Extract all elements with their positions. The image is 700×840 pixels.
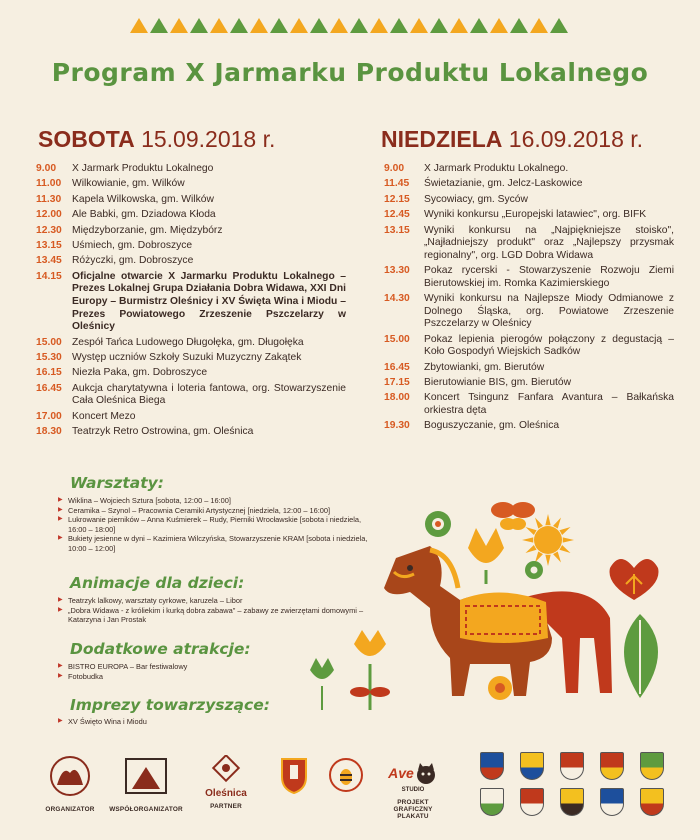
triangle-ornament xyxy=(550,18,568,33)
event-description: Teatrzyk Retro Ostrowina, gm. Oleśnica xyxy=(72,426,254,438)
side-events-title: Imprezy towarzyszące: xyxy=(70,696,270,714)
event-time: 17.00 xyxy=(36,410,62,422)
event-description: X Jarmark Produktu Lokalnego. xyxy=(424,163,569,174)
shield-crest-icon xyxy=(279,755,309,795)
municipality-crest-icon xyxy=(520,788,544,816)
schedule-row xyxy=(36,426,346,439)
triangle-ornament xyxy=(230,18,248,33)
list-item-text: Teatrzyk lalkowy, warsztaty cyrkowe, karuzela – Libor xyxy=(68,596,243,605)
list-item-text: Wiklina – Wojciech Sztura [sobota, 12:00 – 16:00] xyxy=(68,496,231,505)
tulip-icon xyxy=(468,528,504,584)
event-description: Międzyborzanie, gm. Międzybórz xyxy=(72,224,223,236)
schedule-row xyxy=(380,265,674,290)
saturday-day: SOBOTA xyxy=(38,126,135,152)
schedule-row xyxy=(36,367,346,380)
schedule-row xyxy=(380,178,674,191)
schedule-row xyxy=(380,362,674,375)
event-description: Niezła Paka, gm. Dobroszyce xyxy=(72,367,208,379)
bullet-icon: ▶ xyxy=(58,535,63,542)
organizer-label: ORGANIZATOR xyxy=(45,806,95,813)
event-time: 15.30 xyxy=(36,351,62,363)
event-description: Różyczki, gm. Dobroszyce xyxy=(72,255,194,267)
municipality-crest-icon xyxy=(640,752,664,780)
schedule-row xyxy=(380,392,674,417)
event-description: Zbytowianki, gm. Bierutów xyxy=(424,361,545,373)
green-leaf-icon xyxy=(624,614,658,698)
event-description: Boguszyczanie, gm. Oleśnica xyxy=(424,420,560,432)
triangle-ornament xyxy=(190,18,208,33)
coorganizer-logo xyxy=(106,755,186,813)
municipality-crest-icon xyxy=(640,788,664,816)
schedule-row xyxy=(380,377,674,390)
list-item-text: BISTRO EUROPA – Bar festiwalowy xyxy=(68,662,188,671)
event-description: Uśmiech, gm. Dobroszyce xyxy=(72,239,193,251)
event-description: Zespół Tańca Ludowego Długołęka, gm. Długołęka xyxy=(72,336,304,348)
event-time: 18.00 xyxy=(384,392,410,404)
sun-flower-icon xyxy=(522,514,574,566)
organizer-logo xyxy=(40,755,100,813)
event-time: 14.15 xyxy=(36,270,62,282)
municipality-crest-icon xyxy=(560,752,584,780)
schedule-row xyxy=(36,209,346,222)
bullet-icon: ▶ xyxy=(58,672,63,679)
event-time: 18.30 xyxy=(36,426,62,438)
design-studio-logo xyxy=(378,755,448,820)
sunday-heading xyxy=(381,126,643,153)
municipality-crest-icon xyxy=(560,788,584,816)
triangle-ornament xyxy=(310,18,328,33)
sunday-schedule xyxy=(380,163,674,436)
list-item-text: Ceramika – Szynol – Pracownia Ceramiki Artystycznej [niedziela, 12:00 – 16:00] xyxy=(68,505,331,515)
event-time: 11.30 xyxy=(36,193,62,205)
list-item-text: Bukiety jesienne w dyni – Kazimiera Wilczyńska, Stowarzyszenie KRAM [sobota i niedziela, 10:00 – 12:00] xyxy=(68,534,368,553)
event-description: Świetazianie, gm. Jelcz-Laskowice xyxy=(424,178,583,190)
saturday-heading xyxy=(38,126,275,153)
triangle-ornament xyxy=(490,18,508,33)
bullet-icon: ▶ xyxy=(58,606,63,613)
heart-flower-icon xyxy=(610,559,659,600)
butterfly-icon xyxy=(491,502,535,530)
event-time: 19.30 xyxy=(384,420,410,432)
bullet-icon: ▶ xyxy=(58,506,63,513)
small-tulip-icon xyxy=(310,658,334,710)
event-time: 12.00 xyxy=(36,209,62,221)
event-description: Bierutowianie BIS, gm. Bierutów xyxy=(424,377,572,389)
triangle-ornament xyxy=(430,18,448,33)
extra-title: Dodatkowe atrakcje: xyxy=(70,640,251,658)
municipality-crest-icon xyxy=(480,788,504,816)
partner-logo xyxy=(196,755,256,810)
bullet-icon: ▶ xyxy=(58,497,63,503)
small-green-flower-icon xyxy=(525,561,543,579)
triangle-ornament xyxy=(410,18,428,33)
triangle-ornament xyxy=(290,18,308,33)
page-title: Program X Jarmarku Produktu Lokalnego xyxy=(51,58,649,87)
studio-label: STUDIO xyxy=(401,787,425,793)
event-description: Koncert Mezo xyxy=(72,410,136,422)
triangle-ornament xyxy=(530,18,548,33)
schedule-row xyxy=(380,420,674,433)
schedule-row xyxy=(36,194,346,207)
event-time: 11.45 xyxy=(384,178,410,190)
event-description: Sycowiacy, gm. Syców xyxy=(424,193,528,205)
municipality-crest-icon xyxy=(520,752,544,780)
list-item-text: Fotobudka xyxy=(68,671,103,681)
event-time: 12.30 xyxy=(36,224,62,236)
schedule-row xyxy=(380,194,674,207)
green-flower-icon xyxy=(425,511,451,537)
event-description: Występ uczniów Szkoły Suzuki Muzyczny Zakątek xyxy=(72,351,302,363)
sunday-day: NIEDZIELA xyxy=(381,126,503,152)
event-time: 16.45 xyxy=(36,382,62,394)
triangle-ornament xyxy=(270,18,288,33)
event-description: Wilkowianie, gm. Wilków xyxy=(72,178,185,190)
schedule-row xyxy=(36,383,346,408)
triangle-ornament xyxy=(150,18,168,33)
event-time: 9.00 xyxy=(36,163,57,174)
olesnica-emblem-icon xyxy=(211,755,241,783)
schedule-row xyxy=(36,225,346,238)
schedule-row xyxy=(36,163,346,176)
event-time: 15.00 xyxy=(384,333,410,345)
triangle-ornament xyxy=(170,18,188,33)
schedule-row xyxy=(36,337,346,350)
coat-of-arms-logo xyxy=(276,755,312,800)
event-description: Wyniki konkursu „Europejski latawiec", org. BIFK xyxy=(424,209,647,221)
schedule-row xyxy=(36,240,346,253)
municipality-crests xyxy=(476,752,686,822)
triangle-ornament xyxy=(510,18,528,33)
triangle-ornament xyxy=(250,18,268,33)
list-item-text: XV Święto Wina i Miodu xyxy=(68,717,147,726)
schedule-row xyxy=(380,209,674,222)
triangle-ornament xyxy=(470,18,488,33)
event-time: 13.15 xyxy=(36,239,62,251)
schedule-row xyxy=(36,178,346,191)
event-description: Koncert Tsingunz Fanfara Avantura – Bałkańska orkiestra dęta xyxy=(424,392,674,417)
library-emblem-icon xyxy=(120,755,172,797)
event-time: 13.45 xyxy=(36,255,62,267)
event-description: Kapela Wilkowska, gm. Wilków xyxy=(72,193,214,205)
triangle-ornament xyxy=(350,18,368,33)
bullet-icon: ▶ xyxy=(58,597,63,603)
ave-label: Ave xyxy=(388,765,414,781)
cat-icon xyxy=(414,761,438,785)
municipality-crest-icon xyxy=(480,752,504,780)
olesnica-label: Oleśnica xyxy=(205,788,247,799)
event-time: 16.45 xyxy=(384,361,410,373)
schedule-row xyxy=(36,271,346,334)
decorative-triangle-border xyxy=(130,18,570,36)
horse-icon xyxy=(384,546,612,696)
triangle-ornament xyxy=(370,18,388,33)
bullet-icon: ▶ xyxy=(58,718,63,724)
triangle-ornament xyxy=(210,18,228,33)
workshops-title: Warsztaty: xyxy=(70,474,164,492)
schedule-row xyxy=(36,411,346,424)
organizer-emblem-icon xyxy=(45,755,95,797)
folk-horse-illustration xyxy=(290,488,690,728)
triangle-ornament xyxy=(450,18,468,33)
event-description: X Jarmark Produktu Lokalnego xyxy=(72,163,214,174)
schedule-row xyxy=(380,334,674,359)
event-time: 15.00 xyxy=(36,336,62,348)
event-time: 13.30 xyxy=(384,265,410,277)
event-time: 12.45 xyxy=(384,209,410,221)
event-time: 16.15 xyxy=(36,367,62,379)
event-description: Pokaz rycerski - Stowarzyszenie Rozwoju Ziemi Bierutowskiej im. Romka Kazimierskiego xyxy=(424,265,674,289)
event-time: 17.15 xyxy=(384,377,410,389)
event-time: 13.15 xyxy=(384,224,410,236)
event-time: 9.00 xyxy=(384,163,405,174)
list-item-text: „Dobra Widawa - z króliekim i kurką dobra zabawa" – zabawy ze zwierzętami domowymi – Katarzyna i Jan Prostak xyxy=(68,605,364,625)
kids-title: Animacje dla dzieci: xyxy=(70,574,245,592)
event-time: 11.00 xyxy=(36,178,62,190)
list-item-text: Lukrowanie pierników – Anna Kuśmierek – Rudy, Pierniki Wrocławskie [sobota i niedziela, 16:00 – 18:00] xyxy=(68,515,362,534)
triangle-ornament xyxy=(130,18,148,33)
schedule-row xyxy=(36,352,346,365)
event-description: Aukcja charytatywna i loteria fantowa, org. Stowarzyszenie Cała Oleśnica Biega xyxy=(72,382,346,407)
municipality-crest-icon xyxy=(600,788,624,816)
event-description: Wyniki konkursu na Najlepsze Miody Odmianowe z Dolnego Śląska, org. Powiatowe Zrzeszenie Pszczelarzy w Oleśnicy xyxy=(424,293,674,330)
beekeepers-logo xyxy=(326,755,366,800)
saturday-schedule xyxy=(36,163,346,441)
event-time: 14.30 xyxy=(384,293,410,305)
bullet-icon: ▶ xyxy=(58,516,63,523)
triangle-ornament xyxy=(330,18,348,33)
event-description: Oficjalne otwarcie X Jarmarku Produktu Lokalnego – Prezes Lokalnej Grupa Działania Dobra Widawa, XXI Dni Europy – Burmistrz Oleśnicy i XV Święta Wina i Miodu – Prezes Powiatowego Zrzeszenie Pszczelarzy w Oleśnicy xyxy=(72,270,346,333)
event-description: Wyniki konkursu na „Najpiękniejsze stoisko", „Najładniejszy produkt" oraz „Najlepszy przysmak regionalny", org. LGD Dobra Widawa xyxy=(424,224,674,261)
small-sun-icon xyxy=(488,676,512,700)
triangle-ornament xyxy=(390,18,408,33)
design-label: PROJEKT GRAFICZNY PLAKATU xyxy=(393,799,433,820)
schedule-row xyxy=(380,225,674,263)
schedule-row xyxy=(380,163,674,176)
event-description: Pokaz lepienia pierogów połączony z degustacją – Koło Gospodyń Wiejskich Sadków xyxy=(424,333,674,358)
partner-label: PARTNER xyxy=(210,803,242,810)
event-description: Ale Babki, gm. Dziadowa Kłoda xyxy=(72,209,216,221)
sunday-date: 16.09.2018 r. xyxy=(508,126,644,152)
schedule-row xyxy=(380,293,674,331)
bullet-icon: ▶ xyxy=(58,663,63,669)
saturday-date: 15.09.2018 r. xyxy=(141,126,276,152)
orange-flower-icon xyxy=(350,630,390,710)
municipality-crest-icon xyxy=(600,752,624,780)
bee-emblem-icon xyxy=(328,755,364,795)
schedule-row xyxy=(36,255,346,268)
coorganizer-label: WSPÓŁORGANIZATOR xyxy=(109,806,183,813)
event-time: 12.15 xyxy=(384,193,410,205)
